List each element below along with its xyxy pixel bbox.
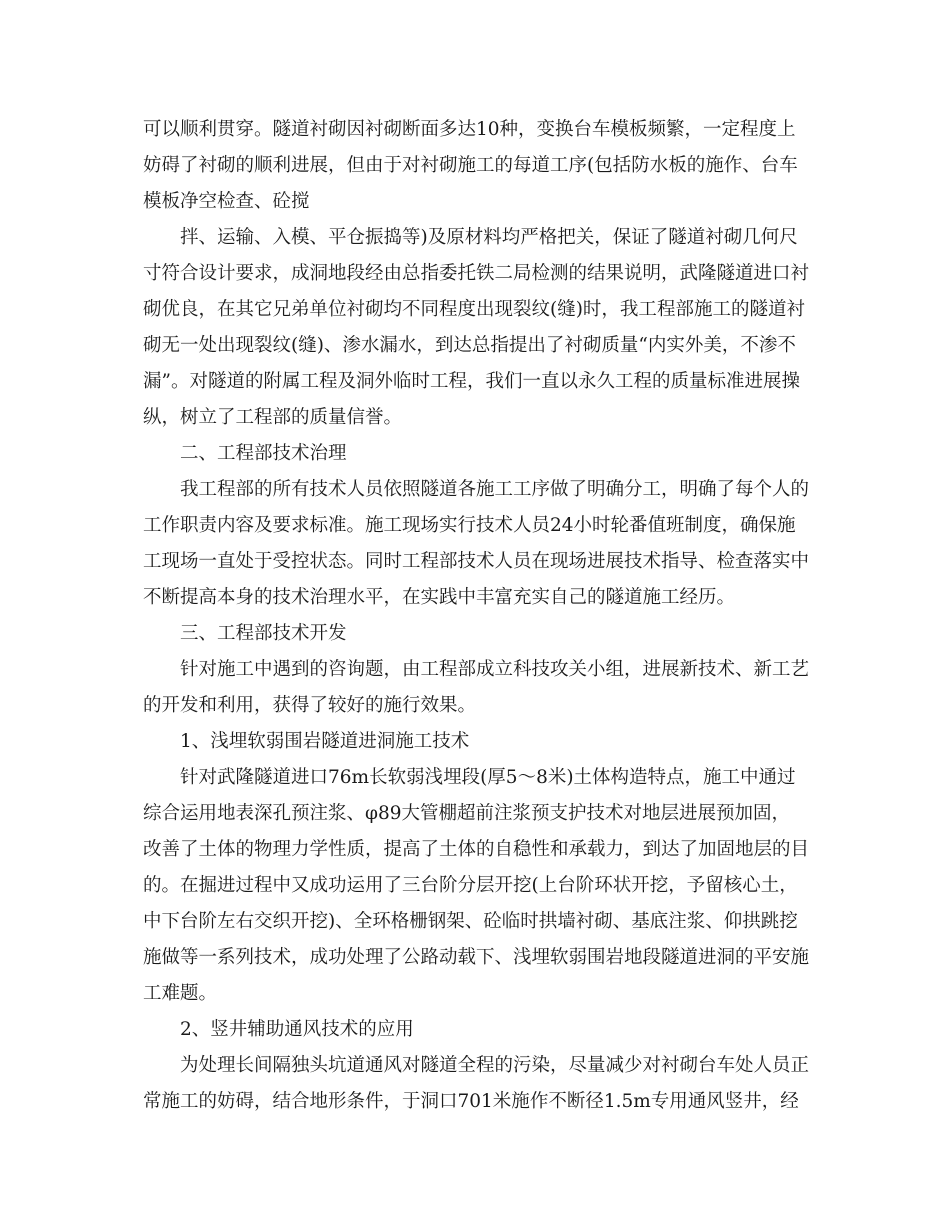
text-line: 为处理长间隔独头坑道通风对隧道全程的污染，尽量减少对衬砌台车处人员正 xyxy=(180,1055,810,1076)
text-line: 针对施工中遇到的咨询题，由工程部成立科技攻关小组，进展新技术、新工艺 xyxy=(180,659,810,680)
text-line: 工难题。 xyxy=(143,983,218,1004)
text-line: 的。在掘进过程中又成功运用了三台阶分层开挖(上台阶环状开挖，予留核心土， xyxy=(143,875,798,896)
text-line: 砌优良，在其它兄弟单位衬砌均不同程度出现裂纹(缝)时，我工程部施工的隧道衬 xyxy=(143,299,805,320)
text-line: 常施工的妨碍，结合地形条件，于洞口701米施作不断径1.5m专用通风竖井，经 xyxy=(143,1091,799,1112)
text-line: 模板净空检查、砼搅 xyxy=(143,191,310,212)
text-line: 可以顺利贯穿。隧道衬砌因衬砌断面多达10种，变换台车模板频繁，一定程度上 xyxy=(143,119,796,140)
text-line: 纵，树立了工程部的质量信誉。 xyxy=(143,407,403,428)
section-heading: 二、工程部技术治理 xyxy=(180,443,347,464)
text-line: 妨碍了衬砌的顺利进展，但由于对衬砌施工的每道工序(包括防水板的施作、台车 xyxy=(143,155,798,176)
text-line: 中下台阶左右交织开挖)、全环格栅钢架、砼临时拱墙衬砌、基底注浆、仰拱跳挖 xyxy=(143,911,798,932)
text-line: 工现场一直处于受控状态。同时工程部技术人员在现场进展技术指导、检查落实中 xyxy=(143,551,810,572)
text-line: 寸符合设计要求，成洞地段经由总指委托铁二局检测的结果说明，武隆隧道进口衬 xyxy=(143,263,810,284)
text-line: 漏”。对隧道的附属工程及洞外临时工程，我们一直以永久工程的质量标准进展操 xyxy=(143,371,800,392)
section-heading: 三、工程部技术开发 xyxy=(180,623,347,644)
text-line: 我工程部的所有技术人员依照隧道各施工工序做了明确分工，明确了每个人的 xyxy=(180,479,810,500)
text-line: 综合运用地表深孔预注浆、φ89大管棚超前注浆预支护技术对地层进展预加固， xyxy=(143,803,790,824)
text-line: 不断提高本身的技术治理水平，在实践中丰富充实自己的隧道施工经历。 xyxy=(143,587,736,608)
text-line: 砌无一处出现裂纹(缝)、渗水漏水，到达总指提出了衬砌质量“内实外美，不渗不 xyxy=(143,335,796,356)
text-line: 的开发和利用，获得了较好的施行效果。 xyxy=(143,695,477,716)
text-line: 工作职责内容及要求标准。施工现场实行技术人员24小时轮番值班制度，确保施 xyxy=(143,515,796,536)
text-line: 改善了土体的物理力学性质，提高了土体的自稳性和承载力，到达了加固地层的目 xyxy=(143,839,810,860)
text-line: 针对武隆隧道进口76m长软弱浅埋段(厚5～8米)土体构造特点，施工中通过 xyxy=(180,767,796,788)
subsection-heading: 2、竖井辅助通风技术的应用 xyxy=(180,1019,414,1040)
text-line: 拌、运输、入模、平仓振捣等)及原材料均严格把关，保证了隧道衬砌几何尺 xyxy=(180,227,798,248)
subsection-heading: 1、浅埋软弱围岩隧道进洞施工技术 xyxy=(180,731,470,752)
text-line: 施做等一系列技术，成功处理了公路动载下、浅埋软弱围岩地段隧道进洞的平安施 xyxy=(143,947,810,968)
